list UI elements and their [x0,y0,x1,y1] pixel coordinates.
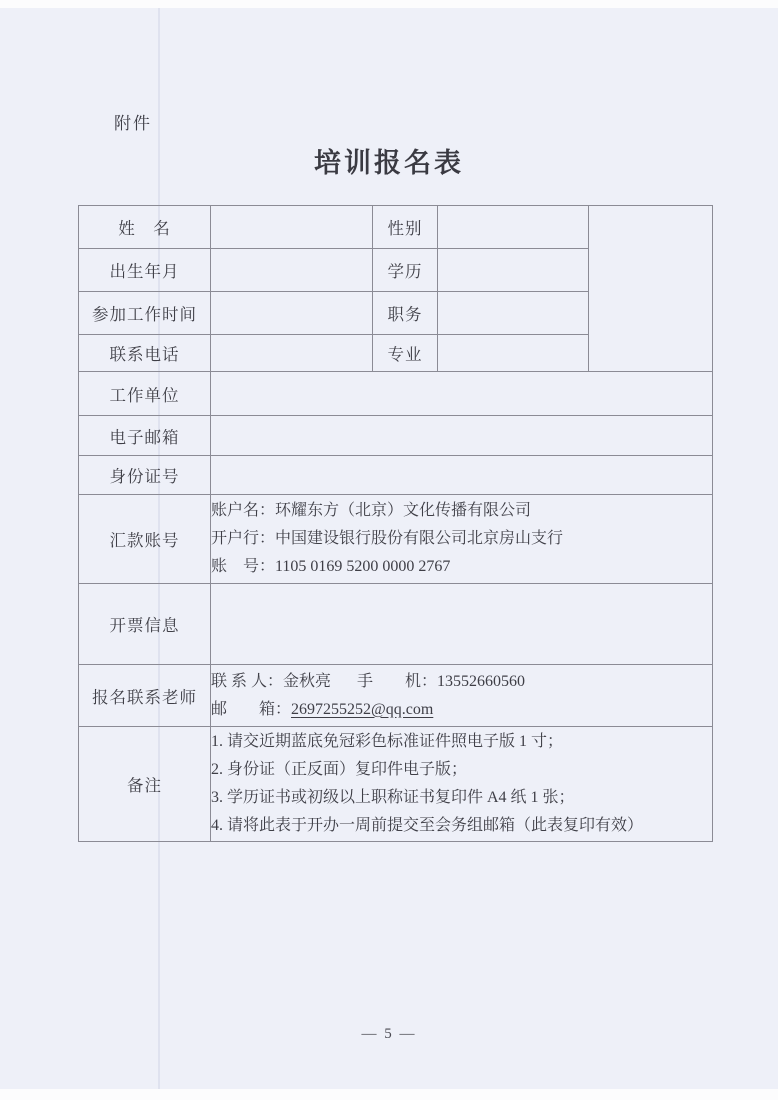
major-label: 专业 [373,335,438,372]
table-row [79,495,713,584]
table-row [79,416,713,456]
email-label: 电子邮箱 [79,416,211,456]
scanned-page [0,8,778,1089]
table-row [79,206,713,249]
registration-form-table [78,205,713,842]
scan-edge-top [0,0,778,8]
note-item-2: 2. 身份证（正反面）复印件电子版； [211,761,468,778]
invoice-label: 开票信息 [79,584,211,665]
name-label: 姓 名 [79,206,211,249]
table-row [79,372,713,416]
remittance-details [211,495,713,584]
attachment-label: 附件 [114,114,152,133]
major-value-cell [438,335,589,372]
contact-email-line [211,696,712,724]
work-start-value-cell [211,292,373,335]
phone-value-cell [211,335,373,372]
table-row [79,456,713,495]
contact-teacher-details [211,665,713,727]
remittance-account-name: 账户名：环耀东方（北京）文化传播有限公司 [211,502,532,519]
remittance-bank: 开户行：中国建设银行股份有限公司北京房山支行 [211,530,564,547]
email-value-cell [211,416,713,456]
note-item-3: 3. 学历证书或初级以上职称证书复印件 A4 纸 1 张； [211,789,575,806]
contact-person-line [211,668,712,696]
position-value-cell [438,292,589,335]
employer-value-cell [211,372,713,416]
id-number-value-cell [211,456,713,495]
id-number-label: 身份证号 [79,456,211,495]
employer-label: 工作单位 [79,372,211,416]
table-row [79,584,713,665]
contact-teacher-label: 报名联系老师 [79,665,211,727]
name-value-cell [211,206,373,249]
education-label: 学历 [373,249,438,292]
contact-person-name: 金秋亮 [283,672,332,690]
contact-mobile-label: 手 机： [357,672,438,690]
table-row [79,727,713,842]
note-item-4: 4. 请将此表于开办一周前提交至会务组邮箱（此表复印有效） [211,817,644,834]
gender-label: 性别 [373,206,438,249]
page-title: 培训报名表 [314,148,464,178]
birth-date-label: 出生年月 [79,249,211,292]
phone-label: 联系电话 [79,335,211,372]
contact-email-label: 邮 箱： [211,700,292,718]
page-number: — 5 — [361,1026,417,1042]
photo-area [589,206,713,372]
remittance-account-number: 账 号：1105 0169 5200 0000 2767 [211,558,451,575]
note-item-1: 1. 请交近期蓝底免冠彩色标准证件照电子版 1 寸； [211,733,564,750]
education-value-cell [438,249,589,292]
remittance-label: 汇款账号 [79,495,211,584]
notes-label: 备注 [79,727,211,842]
scan-edge-bottom [0,1089,778,1100]
position-label: 职务 [373,292,438,335]
contact-person-label: 联 系 人： [211,672,284,690]
birth-date-value-cell [211,249,373,292]
gender-value-cell [438,206,589,249]
table-row [79,665,713,727]
invoice-value-cell [211,584,713,665]
work-start-label: 参加工作时间 [79,292,211,335]
contact-email-link[interactable]: 2697255252@qq.com [291,700,434,718]
contact-mobile-number: 13552660560 [437,672,526,690]
notes-list [211,727,713,842]
